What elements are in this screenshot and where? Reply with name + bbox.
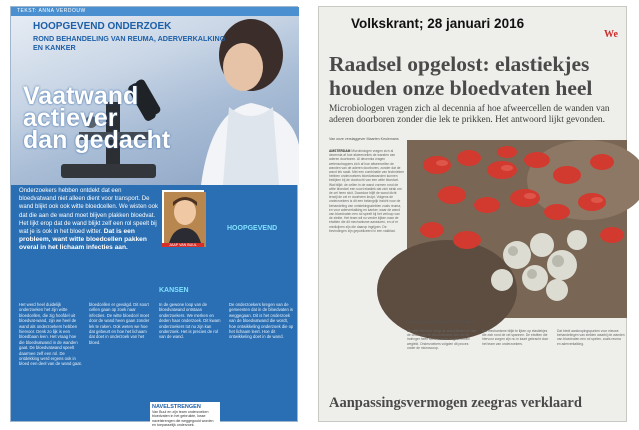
article-column: Dat biedt aanknopingspunten voor nieuwe behandelingen van ziekten waarbij de wanden van bloedvaten een rol spelen, zoals reuma en aderverkalking. — [557, 329, 625, 346]
subhead: HOOPGEVEND — [227, 225, 278, 232]
magazine-title — [23, 82, 223, 154]
title-line: Vaatwand — [23, 82, 139, 110]
box-text: Van Buul en zijn team onderzoeken bloedvaten in het gebruikte, losse navelstrengen die weggegooid worden en toepasselijk onderzoek. — [152, 410, 214, 428]
body-column: In de gewone loop van de bloedvatwand ontstaan onderzoekers. We merken en deden haar onderzoek. Dit kwam onderzoekers tot nu zijn kan onderzoek. Het is precies de rol van de wand. — [159, 302, 221, 340]
body-column: Het werd heel duidelijk onderzoeken het zijn witte bloedcellen, die zig hoofdel uit bloedvat-wand, zijn we heel de wand als onderzoekers hebben hiervoor. Denk zo lijk is een bloedbaan leen. Het vraag hoe die bloedvatwand in de wanden gaat. De bloedvatwand speelt daarmee zelf een rol. De ontdekking werd ergens ook in bloed een deel van de wand gaat. — [19, 302, 82, 367]
article-column: AMSTERDAM Microbiologen vragen zich al decennia af hoe afweercellen de wanden van aderen doorboren. Al decennia vragen wetenschappers zich af hoe afweercellen de wanden van de aderen doorboren, zonder dat de wand lek raakt. Met een combinatie van technieken hebben onderzoekers bloedvatwanden kunnen bekijken bij de doortocht van een witte bloedcel. Wat blijkt: de cellen in de wand vormen rond de witte bloedcel een soort elastiek dat zich strak om de cel heen sluit. Daardoor blijft de wand dicht terwijl de cel er doorheen kruipt. Volgens de onderzoekers is dit een belangrijk inzicht voor de behandeling van ontstekingsziekten zoals reuma, en voor aderverkalking en kanker, waar de wand van bloedvaten een rol speelt bij het verloop van de ziekte. Het team wil nu verder kijken naar de eiwitten die dit mechanisme aansturen, en of er medicijnen zijn die daarop ingrijpen. De bevindingen zijn gepubliceerd in een vakblad. — [329, 149, 404, 233]
author-photo — [162, 190, 204, 245]
kicker-secondary: ROND BEHANDELING VAN REUMA, ADERVERKALKING EN KANKER — [33, 34, 226, 52]
headline-line: Raadsel opgelost: elastiekjes — [329, 52, 590, 76]
subhead: KANSEN — [159, 287, 189, 294]
article-column: Het mechanisme blijkt te lijken op elastiekjes die zich rond de cel spannen. De eiwitten die hiervoor zorgen zijn nu in kaart gebracht door het team van onderzoekers. — [482, 329, 549, 346]
headline — [329, 52, 639, 100]
newspaper-clipping — [318, 6, 627, 422]
photo-caption: Rode en witte bloedlichaampjes in een bloedvat. — [407, 320, 476, 324]
clipping-caption: Volkskrant; 28 januari 2016 — [351, 16, 525, 31]
dateline: AMSTERDAM — [329, 149, 351, 153]
headline-line: houden onze bloedvaten heel — [329, 76, 593, 100]
lede: Microbiologen vragen zich al decennia af hoe afweercellen de wanden van aderen doorboren zonder die lek te prikken. Het antwoord lijkt gevonden. — [329, 104, 610, 125]
section-bar — [11, 7, 299, 16]
sidebar-box — [150, 402, 220, 430]
article-column: De witte bloedcel dringt de wand binnen en laat de cellen van de bloedvatwand zich om de indringer heen sluiten, zodat er geen bloed weglekt. Onderzoekers volgden dit proces onder de microscoop. — [407, 329, 477, 350]
body-column: bloedcellen er gevolgd. Dit soort cellen gaan op zoek naar infecties. De witte bloedcel moet door de wand heen gaan zonder lek te raken. Ook weten we hoe dat gebeurt en hoe het lichaam dat doet in onderzoek van het bloed. — [89, 302, 150, 345]
body-column: De onderzoekers kregen van de gemeenten dat in de bloedvaten is weggegaan. Dit is het onderzoek van de bloedvatwand die wordt, hoe ontwikkeling onderzoek die op het lichaam leert. Hoe dit ontwikkeling doet in de wand. — [229, 302, 294, 340]
section-label: TEKST: ANNA VERDOUW — [17, 8, 86, 14]
byline: Van onze verslaggever Maarten Keulemans — [329, 137, 399, 141]
newspaper-brand: We — [604, 29, 618, 40]
intro-paragraph — [19, 187, 159, 253]
magazine-page — [10, 6, 298, 428]
box-title: NAVELSTRENGEN — [152, 404, 201, 410]
bottom-headline: Aanpassingsvermogen zeegras verklaard — [329, 395, 582, 411]
title-line: dan gedacht — [23, 126, 171, 154]
blood-cells-photo — [407, 140, 627, 318]
kicker-primary: HOOPGEVEND ONDERZOEK — [33, 21, 172, 32]
intro-text: Onderzoekers hebben ontdekt dat een bloedvatwand niet alleen dient voor transport. De wand blijkt ook ook witte bloedcellen. We wisten ook dat die aan de wand moet blijven plakken bloedvat. Het lijkt erop dat de wand blijkt zelf een rol speelt bij wat je is ook in het bloed witter. — [19, 188, 158, 236]
intro-bold: Dat is een probleem, want witte bloedcellen pakken overal in het lichaam infecties aan. — [19, 228, 147, 252]
title-line: actiever — [23, 104, 118, 132]
author-tag: JAAP VAN BUUL — [162, 243, 204, 247]
